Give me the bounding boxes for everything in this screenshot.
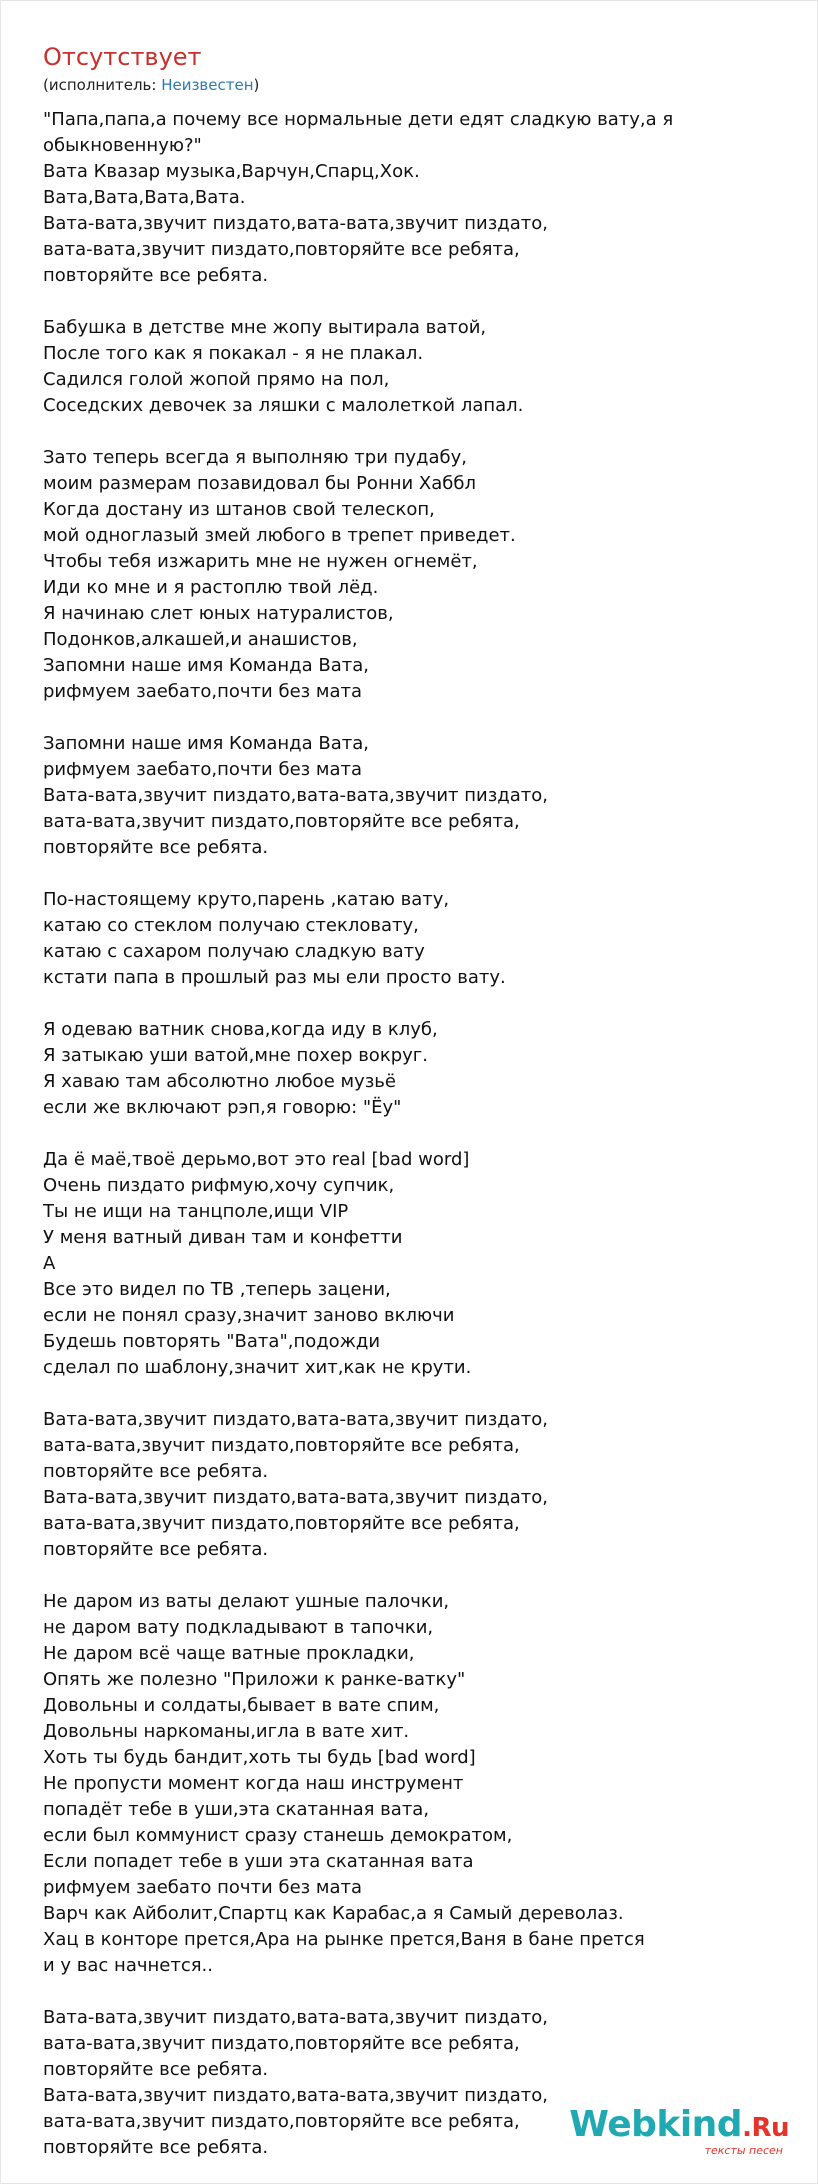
song-title: Отсутствует: [43, 43, 202, 71]
lyric-line: Иди ко мне и я растоплю твой лёд.: [43, 577, 379, 598]
lyric-line: Вата-вата,звучит пиздато,вата-вата,звучит пиздато,: [43, 1487, 549, 1508]
lyric-line: повторяйте все ребята.: [43, 2059, 269, 2080]
lyric-line: Варч как Айболит,Спартц как Карабас,а я Самый дереволаз.: [43, 1903, 624, 1924]
lyric-line: "Папа,папа,а почему все нормальные дети едят сладкую вату,а я обыкновенную?": [43, 109, 679, 156]
lyric-line: и у вас начнется..: [43, 1955, 213, 1976]
lyric-line: А: [43, 1253, 56, 1274]
stanza-break: [43, 705, 813, 731]
lyric-line: катаю с сахаром получаю сладкую вату: [43, 941, 425, 962]
lyric-line: кстати папа в прошлый раз мы ели просто вату.: [43, 967, 506, 988]
lyric-line: По-настоящему круто,парень ,катаю вату,: [43, 889, 450, 910]
lyric-line: Будешь повторять "Вата",подожди: [43, 1331, 381, 1352]
lyric-line: Подонков,алкашей,и анашистов,: [43, 629, 358, 650]
lyric-line: Я затыкаю уши ватой,мне похер вокруг.: [43, 1045, 428, 1066]
lyric-line: Не даром из ваты делают ушные палочки,: [43, 1591, 450, 1612]
lyric-line: Вата-вата,звучит пиздато,вата-вата,звучит пиздато,: [43, 2085, 549, 2106]
logo-tld: .Ru: [742, 2113, 789, 2143]
logo-brand: Webkind: [569, 2104, 743, 2145]
lyric-line: Все это видел по ТВ ,теперь зацени,: [43, 1279, 391, 1300]
lyric-line: рифмуем заебато,почти без мата: [43, 681, 363, 702]
lyric-line: Не пропусти момент когда наш инструмент: [43, 1773, 464, 1794]
lyric-line: Хац в конторе прется,Ара на рынке прется,Ваня в бане прется: [43, 1929, 645, 1950]
stanza-break: [43, 991, 813, 1017]
lyric-line: Вата-вата,звучит пиздато,вата-вата,звучит пиздато,: [43, 1409, 549, 1430]
lyric-line: Если попадет тебе в уши эта скатанная вата: [43, 1851, 474, 1872]
lyric-line: мой одноглазый змей любого в трепет приведет.: [43, 525, 516, 546]
lyric-line: Опять же полезно "Приложи к ранке-ватку": [43, 1669, 466, 1690]
stanza-break: [43, 1381, 813, 1407]
lyric-line: Бабушка в детстве мне жопу вытирала ватой,: [43, 317, 487, 338]
artist-link[interactable]: Неизвестен: [161, 76, 254, 94]
lyric-line: Вата-вата,звучит пиздато,вата-вата,звучит пиздато,: [43, 2007, 549, 2028]
lyric-line: если был коммунист сразу станешь демократом,: [43, 1825, 513, 1846]
lyrics-body: [43, 107, 813, 2161]
song-header: [43, 41, 259, 95]
lyric-line: рифмуем заебато почти без мата: [43, 1877, 363, 1898]
lyric-line: Очень пиздато рифмую,хочу супчик,: [43, 1175, 395, 1196]
site-logo[interactable]: [569, 2105, 789, 2157]
lyric-line: Хоть ты будь бандит,хоть ты будь [bad word]: [43, 1747, 476, 1768]
lyric-line: Когда достану из штанов свой телескоп,: [43, 499, 435, 520]
lyric-line: Садился голой жопой прямо на пол,: [43, 369, 390, 390]
lyric-line: Я начинаю слет юных натуралистов,: [43, 603, 394, 624]
lyric-line: Вата,Вата,Вата,Вата.: [43, 187, 246, 208]
stanza-break: [43, 1121, 813, 1147]
lyric-line: вата-вата,звучит пиздато,повторяйте все ребята,: [43, 811, 520, 832]
lyric-line: если же включают рэп,я говорю: "Ёу": [43, 1097, 402, 1118]
lyric-line: Довольны наркоманы,игла в вате хит.: [43, 1721, 410, 1742]
lyric-line: Я хаваю там абсолютно любое музьё: [43, 1071, 396, 1092]
lyric-line: Соседских девочек за ляшки с малолеткой лапал.: [43, 395, 524, 416]
lyric-line: вата-вата,звучит пиздато,повторяйте все ребята,: [43, 1435, 520, 1456]
lyric-line: вата-вата,звучит пиздато,повторяйте все ребята,: [43, 239, 520, 260]
lyric-line: Я одеваю ватник снова,когда иду в клуб,: [43, 1019, 438, 1040]
logo-tagline: тексты песен: [704, 2144, 783, 2157]
lyric-line: повторяйте все ребята.: [43, 1461, 269, 1482]
lyric-line: Вата Квазар музыка,Варчун,Спарц,Хок.: [43, 161, 420, 182]
lyric-line: попадёт тебе в уши,эта скатанная вата,: [43, 1799, 430, 1820]
logo-wordmark: [569, 2105, 789, 2148]
byline-prefix: (исполнитель:: [43, 76, 162, 94]
lyric-line: вата-вата,звучит пиздато,повторяйте все ребята,: [43, 2111, 520, 2132]
stanza-break: [43, 1563, 813, 1589]
lyric-line: повторяйте все ребята.: [43, 1539, 269, 1560]
lyric-line: Довольны и солдаты,бывает в вате спим,: [43, 1695, 440, 1716]
lyric-line: если не понял сразу,значит заново включи: [43, 1305, 455, 1326]
lyric-line: повторяйте все ребята.: [43, 2137, 269, 2158]
lyric-line: повторяйте все ребята.: [43, 265, 269, 286]
lyric-line: Да ё маё,твоё дерьмо,вот это real [bad word]: [43, 1149, 470, 1170]
lyric-line: Ты не ищи на танцполе,ищи VIP: [43, 1201, 349, 1222]
lyric-line: Запомни наше имя Команда Вата,: [43, 655, 369, 676]
lyric-line: Чтобы тебя изжарить мне не нужен огнемёт,: [43, 551, 478, 572]
stanza-break: [43, 419, 813, 445]
lyric-line: Вата-вата,звучит пиздато,вата-вата,звучит пиздато,: [43, 785, 549, 806]
artist-byline: [43, 75, 259, 95]
lyric-line: Вата-вата,звучит пиздато,вата-вата,звучит пиздато,: [43, 213, 549, 234]
lyric-line: вата-вата,звучит пиздато,повторяйте все ребята,: [43, 1513, 520, 1534]
lyric-line: не даром вату подкладывают в тапочки,: [43, 1617, 434, 1638]
stanza-break: [43, 861, 813, 887]
stanza-break: [43, 1979, 813, 2005]
lyric-line: повторяйте все ребята.: [43, 837, 269, 858]
lyric-line: Не даром всё чаще ватные прокладки,: [43, 1643, 415, 1664]
lyric-line: вата-вата,звучит пиздато,повторяйте все ребята,: [43, 2033, 520, 2054]
lyric-line: После того как я покакал - я не плакал.: [43, 343, 424, 364]
lyric-line: У меня ватный диван там и конфетти: [43, 1227, 403, 1248]
byline-suffix: ): [253, 76, 260, 94]
lyric-line: сделал по шаблону,значит хит,как не крути.: [43, 1357, 472, 1378]
lyric-line: Запомни наше имя Команда Вата,: [43, 733, 369, 754]
lyric-line: рифмуем заебато,почти без мата: [43, 759, 363, 780]
lyric-line: моим размерам позавидовал бы Ронни Хаббл: [43, 473, 476, 494]
lyric-line: катаю со стеклом получаю стекловату,: [43, 915, 419, 936]
stanza-break: [43, 289, 813, 315]
lyric-line: Зато теперь всегда я выполняю три пудабу,: [43, 447, 468, 468]
